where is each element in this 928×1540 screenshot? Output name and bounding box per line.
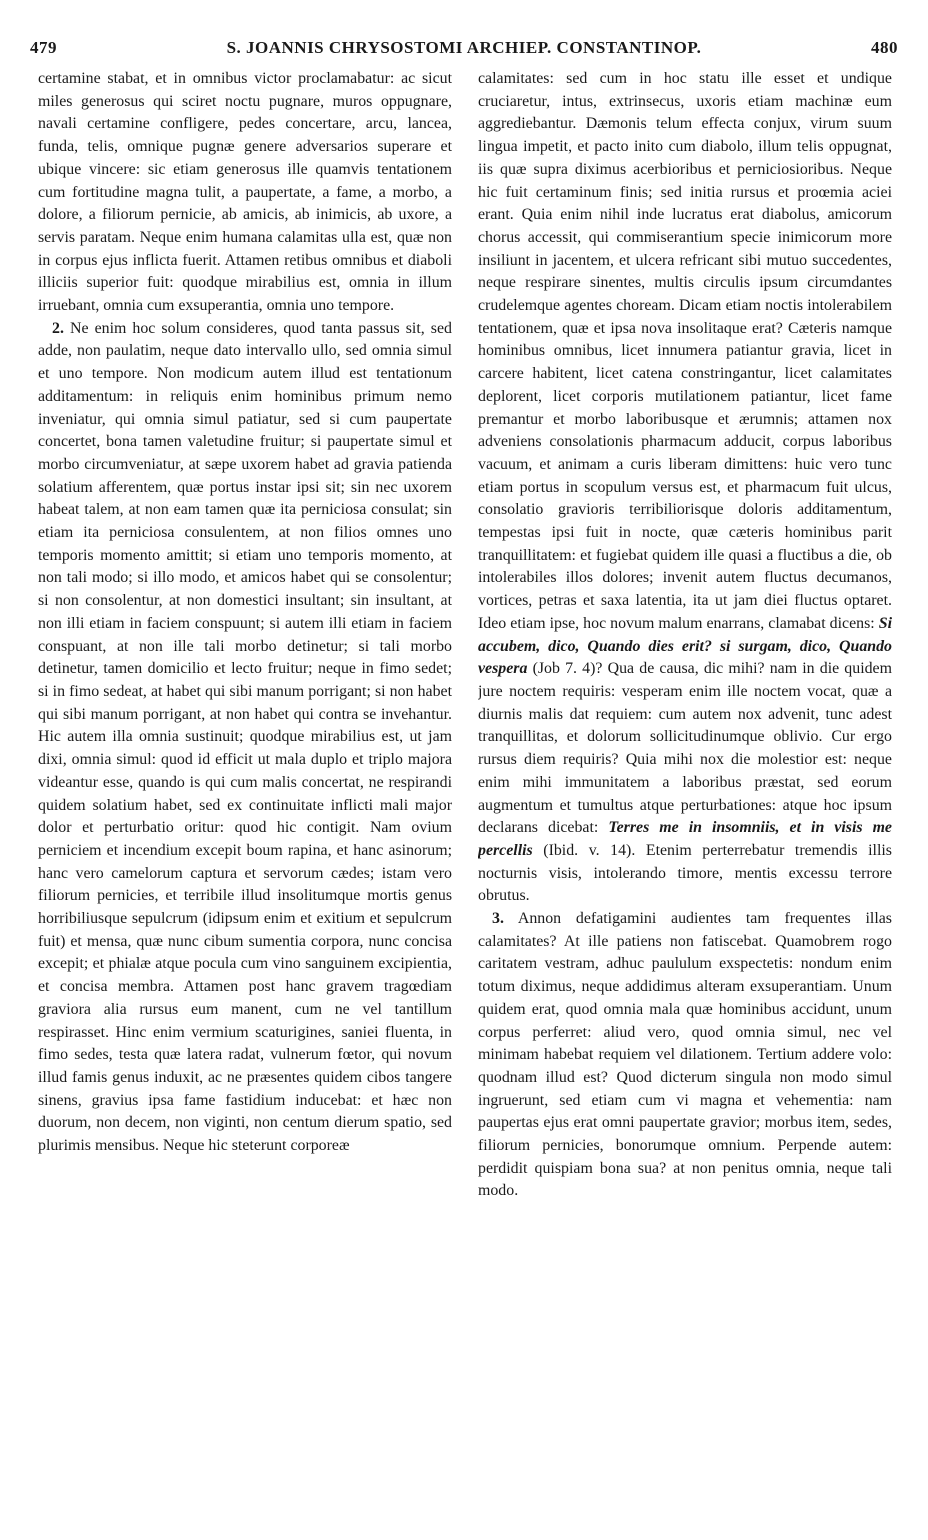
section-number-2: 2. — [52, 319, 64, 337]
citation-ibid-14: (Ibid. v. 14). — [543, 841, 636, 859]
right-column — [478, 68, 892, 1523]
page-number-right: 480 — [871, 38, 898, 57]
running-title: S. JOANNIS CHRYSOSTOMI ARCHIEP. CONSTANTINOP. — [226, 38, 702, 57]
paragraph-3: 3. Annon defatigamini audientes tam frequentes illas calamitates? At ille patiens non fatiscebat. Quamobrem rogo caritatem vestram, adhuc paululum exspectetis: nondum enim totum diximus, neque addidimus alteram exsuperantiam. Unum quidem erat, quod omnia mala quæ hominibus accidunt, unum corpus perferret: aliud vero, quod omnia simul, nec vel minimam habebat requiem vel dilationem. Tertium addere volo: quodnam illud est? Quod dicterum singula non modo simul ingruerunt, sed etiam cum vi magna et vehementia: nam paupertas ejus erat omni paupertate gravior; morbus item, sedes, filiorum pernicies, bonorumque omnium. Perpende autem: perdidit quispiam bona sua? at non penitus omnia, neque tali modo. — [478, 910, 892, 1200]
paragraph-2: 2. Ne enim hoc solum consideres, quod tanta passus sit, sed adde, non paulatim, neque dato intervallo ullo, sed omnia simul et uno tempore. Non modicum autem illud est tentationum additamentum: in reliquis enim hominibus primum nemo inveniatur, qui omnia simul patiatur, sed si cum paupertate concertet, bona tamen valetudine fruitur; si paupertate simul et morbo circumveniatur, at sæpe uxorem habet ad gravia patienda solatium afferentem, quæ portus instar ipsi sit; sin nec uxorem habeat talem, at non eam tamen quæ ita perniciosa consulat; sin etiam ita perniciosa consulentem, at non filios omnes uno temporis momento amittit; si etiam uno temporis momento, at non tali modo; si illo modo, et amicos habet qui se consolentur; si non consolentur, at non domestici insultant; sin insultant, at non illi etiam in faciem conspuunt; si autem illi etiam in faciem conspuant, at non ille tali morbo detinetur; si tali morbo detinetur, tamen domicilio et lecto fruitur; neque in fimo sedet; si in fimo sedeat, at habet qui sibi manum porrigant; si non habet qui sibi manum porrigant, at non habet qui contra se invehantur. Hic autem illa omnia sustinuit; quodque mirabilius est, ut jam dixi, omnia simul: quod id efficit ut mala duplo et triplo majora videantur esse, quando is qui cum malis concertat, ne respirandi quidem solatium habet, sed ex continuitate inflicti mali major dolor et perturbatio oritur: quod hic contigit. Nam ovium perniciem et incendium excepit boum rapina, et hanc asinorum; hanc vero camelorum captura et servorum cædes; istam vero filiorum pernicies, et terribile illud insolitumque mortis genus horribiliusque sepulcrum (idipsum enim et exitium et sepulcrum fuit) et mensa, quæ nunc cibum sumentia corpora, nunc concisa excepit; et phialæ atque pocula cum vino sanguinem excipientia, et concisa membra. Attamen post hanc gravem tragœdiam graviora alia rursus eum manent, cum ne vel tantillum respirasset. Hinc enim vermium scaturigines, saniei fluenta, in fimo sedes, testa quæ latera radat, vulnerum fœtor, qui novum illud famis genus induxit, ac ne præsentes quidem cibos tangere sinens, gravius ipsa fame fastidium inducebat: et hæc non duorum, non decem, non viginti, non centum dierum spatio, sed plurimis mensibus. Neque hic steterunt corporeæ — [38, 319, 452, 1155]
paragraph-1-continued: certamine stabat, et in omnibus victor proclamabatur: ac sicut miles generosus qui sciret noctu pugnare, muros oppugnare, navali certamine confligere, pedes concertare, arcu, lancea, funda, telis, omnique pugnæ genere adversarios superare et ubique vincere: sic etiam generosus ille quamvis tentationem cum fortitudine magna tulit, a paupertate, a fame, a morbo, a dolore, a filiorum pernicie, ab amicis, ab inimicis, ab uxore, a servis paratam. Neque enim humana calamitas ulla est, quæ non in corpus ejus inflicta fuerit. Attamen retibus omnibus et diaboli illiciis superior fuit: quodque mirabilius est, omnia in illum irruebant, omnia cum exsuperantia, omnia uno tempore. — [38, 70, 452, 315]
left-column — [38, 68, 452, 1523]
section-number-3: 3. — [492, 910, 504, 928]
quotation-job-7-4: Si accubem, dico, Quando dies erit? si surgam, dico, Quando vespera — [478, 614, 892, 678]
page-number-left: 479 — [30, 38, 57, 57]
citation-job-7-4: (Job 7. 4)? — [532, 660, 603, 678]
quotation-job-7-14: Terres me in insomniis, et in visis me percellis — [478, 819, 892, 859]
paragraph-2-continued: calamitates: sed cum in hoc statu ille esset et undique cruciaretur, intus, extrinsecus, uxoris etiam machinæ eum aggrediebantur. Dæmonis telum effecta conjux, virum suum lingua impetit, et pacto inito cum diabolo, illum telis oppugnat, iis quæ supra diximus acerbioribus et perniciosioribus. Neque hic fuit certaminum finis; sed initia rursus et proœmia aciei erant. Quia enim nihil inde lucratus erat diabolus, amicorum chorus accessit, qui commiserantium specie inimicorum more insiliunt in jacentem, et ulcera refricant sibi mutuo succedentes, neque respirare sinentes, multis circulis ipsum circumdantes crudelemque agentes choream. Dicam etiam noctis intolerabilem tentationem, quæ et ipsa nova insolitaque erat? Cæteris namque hominibus omnibus, licet innumera patiantur gravia, licet in carcere habitent, licet catena constringantur, licet calamitates deplorent, licet corporis mutilationem patiantur, licet fame premantur et morbo laboribusque et ærumnis; attamen nox adveniens consolationis pharmacum adducit, corpus laboribus vacuum, et animam a curis liberam dimittens: huic vero tunc etiam portus in scopulum versus est, et pharmacum fuit ulcus, consolatio gravioris terribiliorisque doloris additamentum, tempestas ipsi fuit in nocte, quæ cæteris hominibus parit tranquillitatem: et fugiebat quidem ille quasi a fluctibus a die, ob intolerabiles illos dolores; invenit autem fluctus decumanos, vortices, petras et saxa latentia, ita ut jam diei fluctus optaret. Ideo etiam ipse, hoc novum malum enarrans, clamabat dicens: Si accubem, dico, Quando dies erit? si surgam, dico, Quando vespera (Job 7. 4)? Qua de causa, dic mihi? nam in die quidem jure noctem requiris: vesperam enim ille noctem vocat, quæ a diurnis malis dat requiem: cum autem nox advenit, tunc adest tranquillitas, et dolorum sollicitudinumque oblivio. Cur ergo rursus diem requiris? Quia mihi nox die molestior est: neque enim mihi immunitatem a laboribus præstat, sed eorum augmentum et tumultus atque perturbationes: atque hoc ipsum declarans dicebat: Terres me in insomniis, et in visis me percellis (Ibid. v. 14). Etenim perterrebatur tremendis illis nocturnis visis, intolerando timore, mentis excessu terrore obrutus. — [478, 70, 892, 905]
page-header — [30, 38, 898, 62]
